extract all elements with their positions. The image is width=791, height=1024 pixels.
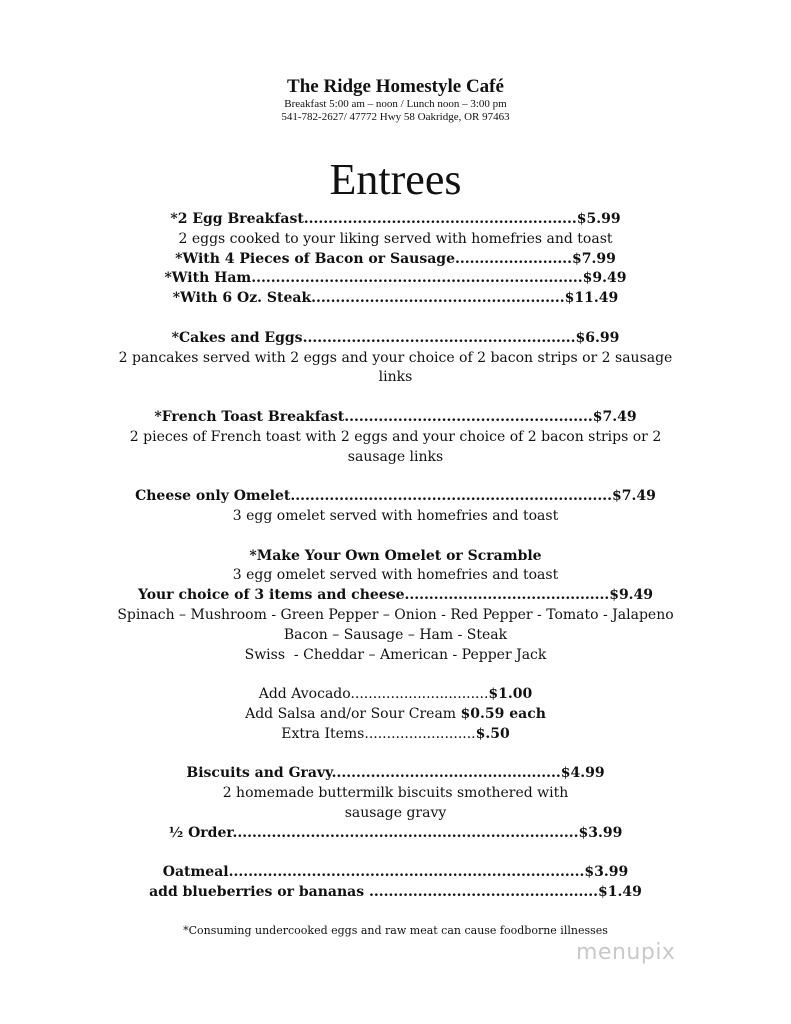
leader-dots: ......................................................................... xyxy=(228,864,585,881)
item-description: 2 homemade buttermilk biscuits smothered with xyxy=(222,785,569,802)
leader-dots: ............................................... xyxy=(331,765,561,782)
menu-item-biscuits xyxy=(0,764,791,784)
option-title: *With 6 Oz. Steak xyxy=(172,290,312,307)
option-title: Your choice of 3 items and cheese xyxy=(137,587,405,604)
option-price: $1.49 xyxy=(598,884,642,901)
addon-extra xyxy=(0,725,791,745)
menu-option-fruit xyxy=(0,883,791,903)
item-description: 3 egg omelet served with homefries and toast xyxy=(232,507,559,524)
contact-text: 541-782-2627/ 47772 Hwy 58 Oakridge, OR 97463 xyxy=(281,111,510,123)
leader-dots: ............................................... xyxy=(368,884,599,901)
addon-label: Add Avocado xyxy=(258,686,351,703)
spacer xyxy=(0,309,791,329)
spacer xyxy=(0,388,791,408)
addon-label: Add Salsa and/or Sour Cream xyxy=(245,705,457,722)
restaurant-name: The Ridge Homestyle Café xyxy=(287,76,504,97)
addon-price: $1.00 xyxy=(488,686,533,703)
item-title: Biscuits and Gravy xyxy=(186,765,332,782)
item-description: 2 pieces of French toast with 2 eggs and your choice of 2 bacon strips or 2 xyxy=(129,428,662,445)
item-description: links xyxy=(378,369,413,386)
item-description: 2 pancakes served with 2 eggs and your choice of 2 bacon strips or 2 sausage xyxy=(118,349,673,366)
footnote: *Consuming undercooked eggs and raw meat can cause foodborne illnesses xyxy=(183,924,608,937)
item-price: $7.49 xyxy=(612,488,656,505)
menu-item-oatmeal xyxy=(0,863,791,883)
option-price: $3.99 xyxy=(578,824,623,841)
menu-option-half-order xyxy=(0,824,791,844)
option-price: $9.49 xyxy=(609,587,654,604)
option-title: *With 4 Pieces of Bacon or Sausage xyxy=(175,250,455,267)
menu-list xyxy=(0,210,791,903)
leader-dots: ........................................................ xyxy=(302,329,576,346)
option-price: $11.49 xyxy=(564,290,619,307)
option-title: *With Ham xyxy=(164,270,252,287)
option-title: add blueberries or bananas xyxy=(149,884,369,901)
menu-item-own-omelet: *Make Your Own Omelet or Scramble xyxy=(249,547,542,564)
addon-salsa xyxy=(0,705,791,725)
leader-dots: ........................................................ xyxy=(303,211,577,227)
addon-price: $.50 xyxy=(475,725,510,742)
item-price: $5.99 xyxy=(576,211,621,227)
item-description: 2 eggs cooked to your liking served with homefries and toast xyxy=(178,230,613,247)
option-title: ½ Order xyxy=(168,824,233,841)
item-title: Cheese only Omelet xyxy=(135,488,291,505)
item-title: *French Toast Breakfast xyxy=(154,408,345,425)
menu-option-bacon-sausage xyxy=(0,250,791,270)
leader-dots: .......................................... xyxy=(404,587,610,604)
leader-dots: .................................................................... xyxy=(251,270,583,287)
spacer xyxy=(0,467,791,487)
item-description: sausage gravy xyxy=(344,804,447,821)
addon-price: $0.59 each xyxy=(460,705,546,722)
leader-dots: ................................................... xyxy=(344,408,593,425)
option-price: $9.49 xyxy=(582,270,627,287)
hours-text: Breakfast 5:00 am – noon / Lunch noon – 3:00 pm xyxy=(284,98,507,110)
menu-option-ham xyxy=(0,269,791,289)
item-title: *2 Egg Breakfast xyxy=(170,211,304,227)
spacer xyxy=(0,844,791,864)
item-price: $6.99 xyxy=(575,329,620,346)
menu-option-steak xyxy=(0,289,791,309)
menu-option-choice xyxy=(0,586,791,606)
section-title: Entrees xyxy=(329,155,462,204)
spacer xyxy=(0,527,791,547)
leader-dots: ....................................................................... xyxy=(232,824,579,841)
cheese-options: Swiss - Cheddar – American - Pepper Jack xyxy=(244,646,547,663)
addon-avocado xyxy=(0,685,791,705)
item-description: sausage links xyxy=(347,448,444,465)
item-price: $3.99 xyxy=(584,864,629,881)
item-title: *Cakes and Eggs xyxy=(171,329,303,346)
item-price: $4.99 xyxy=(560,765,605,782)
option-price: $7.99 xyxy=(571,250,616,267)
item-description: 3 egg omelet served with homefries and toast xyxy=(232,567,559,584)
item-price: $7.49 xyxy=(592,408,637,425)
leader-dots: .................................................... xyxy=(311,290,565,307)
spacer xyxy=(0,745,791,765)
leader-dots: .................................................................. xyxy=(290,488,613,505)
watermark-logo: menupix xyxy=(576,940,676,965)
veggie-options: Spinach – Mushroom - Green Pepper – Onion - Red Pepper - Tomato - Jalapeno xyxy=(117,606,674,623)
leader-dots: ......................... xyxy=(364,725,476,742)
leader-dots: ............................... xyxy=(350,686,489,703)
menu-item-cakes-eggs xyxy=(0,329,791,349)
leader-dots: ........................ xyxy=(455,250,572,267)
addon-label: Extra Items xyxy=(281,725,365,742)
item-title: Oatmeal xyxy=(162,864,229,881)
menu-item-egg-breakfast xyxy=(0,210,791,230)
spacer xyxy=(0,665,791,685)
menu-item-cheese-omelet xyxy=(0,487,791,507)
meat-options: Bacon – Sausage – Ham - Steak xyxy=(283,626,508,643)
menu-item-french-toast xyxy=(0,408,791,428)
